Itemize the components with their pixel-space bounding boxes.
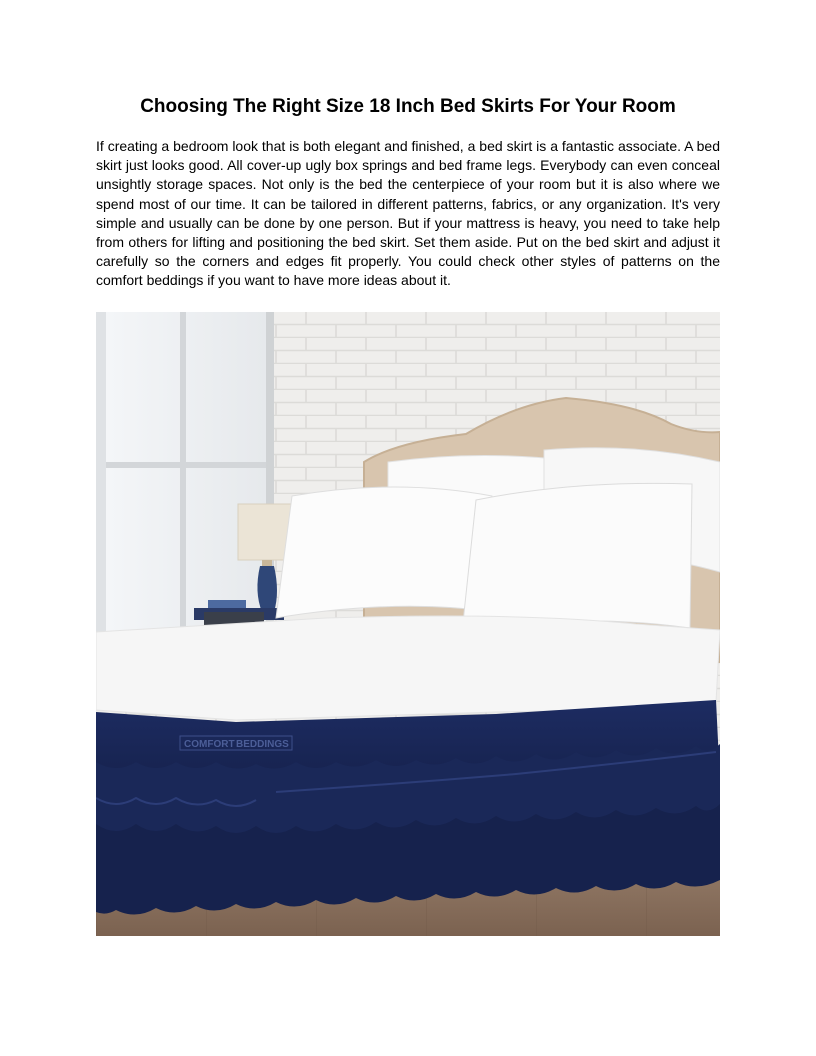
body-paragraph: If creating a bedroom look that is both elegant and finished, a bed skirt is a fantastic associate. A bed skirt just looks good. All cover-up ugly box springs and bed frame legs. Everybody can even conceal unsightly storage spaces. Not only is the bed the centerpiece of your room but it is also where we spend most of our time. It can be tailored in different patterns, fabrics, or any organization. It's very simple and usually can be done by one person. But if your mattress is heavy, you need to take help from others for lifting and positioning the bed skirt. Set them aside. Put on the bed skirt and adjust it carefully so the corners and edges fit properly. You could check other styles of patterns on the comfort beddings if you want to have more ideas about it.	[96, 138, 720, 289]
watermark-comfort: COMFORT	[184, 739, 235, 750]
window	[96, 312, 274, 642]
mattress	[96, 616, 720, 720]
page-title: Choosing The Right Size 18 Inch Bed Skirts For Your Room	[140, 96, 676, 117]
watermark-beddings: BEDDINGS	[236, 739, 289, 750]
bed-skirt-photo	[96, 312, 720, 936]
bed-skirt	[96, 700, 720, 915]
